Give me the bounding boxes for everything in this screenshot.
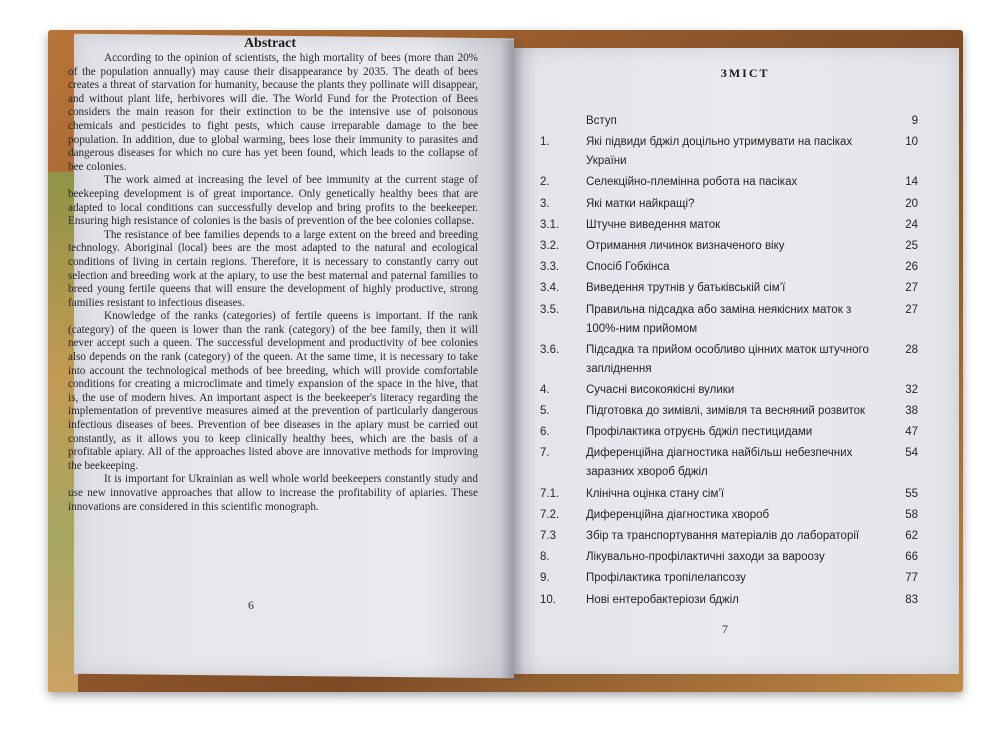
- toc-entry-number: 3.2.: [540, 239, 560, 252]
- toc-entry: [540, 301, 918, 339]
- toc-entry-title: Сучасні високоякісні вулики: [586, 383, 735, 396]
- toc-entry-page: 20: [905, 197, 918, 210]
- page-number-right: 7: [722, 622, 728, 636]
- toc-entry-page: 26: [905, 261, 918, 274]
- toc-entry-title: Лікувально-профілактичні заходи за вароозу: [586, 551, 825, 564]
- toc-entry-number: 7.3: [540, 530, 556, 542]
- toc-entry-page: 28: [905, 343, 918, 356]
- toc-entry: [540, 341, 918, 379]
- toc-entry-number: 4.: [540, 383, 550, 396]
- toc-entry: [540, 485, 918, 504]
- toc-entry-number: 8.: [540, 551, 550, 564]
- table-of-contents: [540, 112, 918, 612]
- toc-entry: [540, 506, 918, 525]
- toc-entry-title: Диференційна діагностика хвороб: [586, 508, 770, 521]
- toc-entry-title: Які підвиди бджіл доцільно утримувати на пасіках України: [586, 136, 853, 168]
- page-number-left: 6: [248, 598, 254, 612]
- toc-entry-page: 54: [905, 447, 918, 460]
- toc-entry-page: 9: [911, 115, 918, 127]
- toc-entry-title: Спосіб Гобкінса: [586, 261, 670, 274]
- toc-entry-title: Профілактика отруєнь бджіл пестицидами: [586, 426, 813, 439]
- toc-entry: [540, 423, 918, 442]
- toc-entry-number: 3.5.: [540, 303, 560, 316]
- toc-entry-page: 47: [905, 426, 918, 439]
- toc-entry-number: 7.2.: [540, 508, 560, 521]
- toc-entry: [540, 444, 918, 482]
- toc-entry-page: 14: [905, 176, 918, 189]
- abstract-paragraph: Knowledge of the ranks (categories) of fertile queens is important. If the rank (category) of the queen is lower than the rank (category) of the bee family, then it will never accept such a queen. The successful development and productivity of bee colonies also depends on the rank (category) of the queen. At the same time, it is necessary to take into account the technological methods of bee breeding, which will provide comfortable conditions for creating a microclimate and timely expansion of the space in the hive, that is, the use of modern hives. An important aspect is the beekeeper's literacy regarding the implementation of preventive measures aimed at the prevention of particularly dangerous infectious diseases of bees. Prevention of bee diseases in the apiary must be carried out constantly, as it allows you to keep clinically healthy bees, which are the basis of a profitable apiary. All of the approaches listed above are innovative methods for improving the beekeeping.: [68, 310, 478, 472]
- toc-entry-page: 27: [905, 303, 918, 316]
- toc-entry-page: 83: [905, 593, 918, 606]
- abstract-paragraph: The work aimed at increasing the level of bee immunity at the current stage of beekeeping development is of great importance. Only genetically healthy bees that are adapted to local conditions can successfully develop and bring profits to the beekeeper. Ensuring high resistance of colonies is the basis of prevention of the bee colonies collapse.: [68, 174, 478, 228]
- toc-entry-number: 3.6.: [540, 343, 560, 356]
- toc-entry-page: 66: [905, 551, 918, 564]
- toc-entry-number: 3.: [540, 197, 550, 210]
- toc-entry-number: 9.: [540, 572, 550, 585]
- toc-entry-number: 3.4.: [540, 282, 560, 295]
- toc-entry-title: Штучне виведення маток: [586, 218, 721, 231]
- abstract-paragraph: According to the opinion of scientists, the high mortality of bees (more than 20% of the population annually) may cause their disappearance by 2035. The death of bees creates a threat of starvation for humanity, because the plants they pollinate will disappear, and without plant life, herbivores will die. The World Fund for the Protection of Bees considers the main reason for their extinction to be the intensive use of poisonous chemicals and pesticides to fight pests, which cause irreparable damage to the bee population. In addition, due to global warming, bees lose their immunity to parasites and dangerous diseases for which no cure has yet been found, which leads to the collapse of bee colonies.: [68, 52, 478, 173]
- toc-entry: [540, 237, 918, 256]
- toc-entry-page: 58: [905, 508, 918, 521]
- toc-entry-page: 55: [905, 487, 918, 500]
- toc-entry-title: Які матки найкращі?: [586, 197, 695, 210]
- toc-entry-number: 5.: [540, 405, 550, 418]
- toc-entry-page: 38: [905, 405, 918, 418]
- toc-entry-title: Виведення трутнів у батьківській сім’ї: [586, 282, 786, 295]
- toc-entry: [540, 548, 918, 567]
- toc-entry-number: 3.1.: [540, 218, 560, 231]
- toc-entry: [540, 173, 918, 192]
- toc-entry-title: Селекційно-племінна робота на пасіках: [586, 176, 798, 189]
- toc-entry-number: 7.1.: [540, 487, 560, 500]
- toc-entry-page: 32: [905, 383, 918, 396]
- toc-entry-number: 2.: [540, 176, 550, 189]
- toc-entry-page: 24: [905, 218, 918, 231]
- abstract-body: [68, 52, 478, 514]
- toc-entry-title: Правильна підсадка або заміна неякісних маток з 100%-ним прийомом: [586, 303, 852, 335]
- toc-entry-page: 27: [905, 282, 918, 295]
- toc-entry-page: 25: [905, 239, 918, 252]
- toc-entry-title: Підготовка до зимівлі, зимівля та весняний розвиток: [586, 405, 866, 418]
- toc-entry: [540, 279, 918, 298]
- toc-entry: [540, 591, 918, 610]
- toc-entry-title: Отримання личинок визначеного віку: [586, 239, 785, 252]
- toc-entry-title: Профілактика тропілелапсозу: [586, 572, 746, 585]
- toc-entry-number: 1.: [540, 136, 550, 149]
- toc-entry: [540, 112, 918, 131]
- toc-entry-number: 7.: [540, 447, 550, 460]
- toc-entry-title: Збір та транспортування матеріалів до лабораторії: [586, 530, 860, 542]
- toc-title: ЗМІСТ: [720, 66, 770, 80]
- toc-entry-page: 62: [905, 530, 918, 542]
- toc-entry-number: 10.: [540, 593, 556, 606]
- toc-entry: [540, 133, 918, 171]
- abstract-paragraph: The resistance of bee families depends to a large extent on the breed and breeding technology. Aboriginal (local) bees are the most adapted to the natural and ecological conditions of living in certain regions. Therefore, it is necessary to constantly carry out selection and breeding work at the apiary, to use the best maternal and paternal families to breed young fertile queens that will ensure the development of highly productive, strong families resistant to infectious diseases.: [68, 228, 478, 309]
- abstract-paragraph: It is important for Ukrainian as well whole world beekeepers constantly study and use new innovative approaches that allow to increase the profitability of apiaries. These innovations are considered in this scientific monograph.: [68, 473, 478, 513]
- toc-entry: [540, 402, 918, 421]
- toc-entry-title: Клінічна оцінка стану сім’ї: [586, 487, 725, 500]
- toc-entry-number: 6.: [540, 426, 550, 439]
- toc-entry-title: Нові ентеробактеріози бджіл: [586, 593, 739, 606]
- toc-entry-title: Підсадка та прийом особливо цінних маток штучного запліднення: [586, 343, 869, 375]
- toc-entry: [540, 258, 918, 277]
- toc-entry-page: 77: [905, 572, 918, 585]
- toc-entry: [540, 381, 918, 400]
- toc-entry-title: Вступ: [586, 115, 617, 127]
- book-spine: [500, 40, 524, 680]
- abstract-title: Abstract: [243, 36, 297, 51]
- toc-entry: [540, 527, 918, 546]
- toc-entry: [540, 569, 918, 588]
- toc-entry: [540, 195, 918, 214]
- toc-entry-title: Диференційна діагностика найбільш небезпечних заразних хвороб бджіл: [586, 447, 853, 479]
- toc-entry: [540, 216, 918, 235]
- toc-entry-number: 3.3.: [540, 261, 560, 274]
- toc-entry-page: 10: [905, 136, 918, 149]
